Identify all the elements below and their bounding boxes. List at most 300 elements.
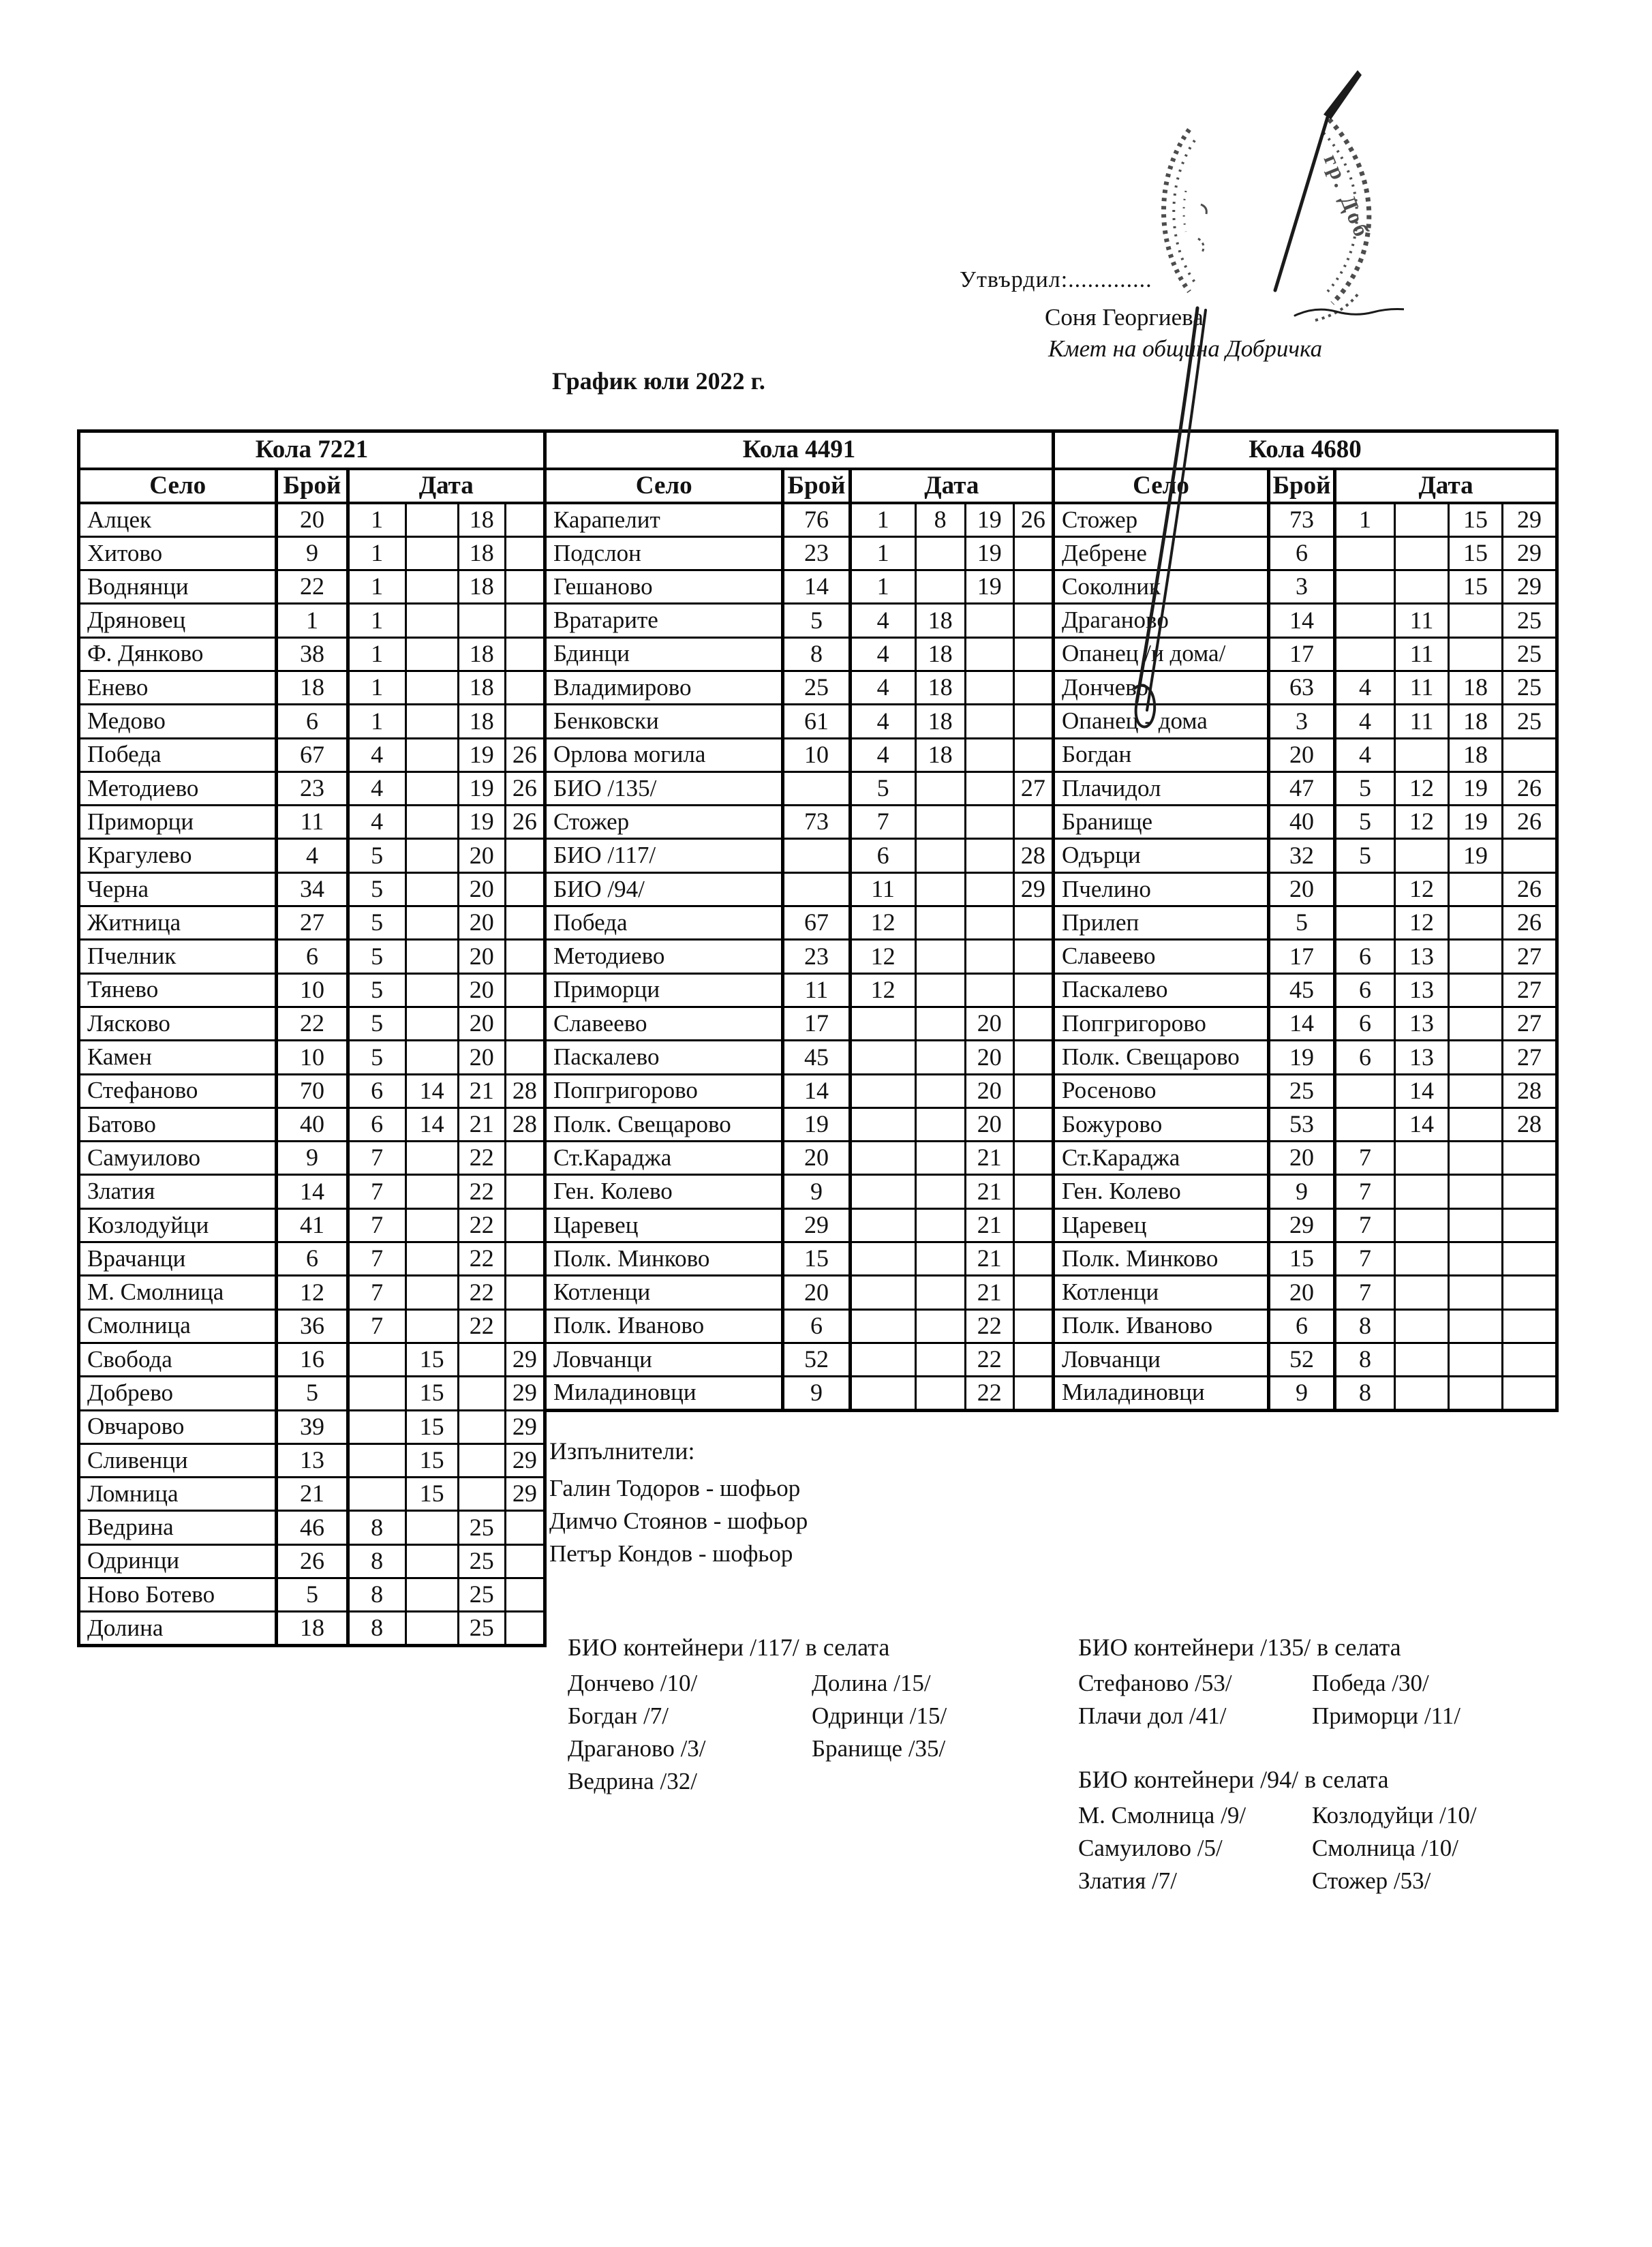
table-row: [1054, 906, 1557, 940]
column-header-count: Брой: [1269, 469, 1335, 503]
village-cell: Приморци: [545, 973, 783, 1007]
village-cell: Подслон: [545, 536, 783, 570]
date-cell: 21: [965, 1142, 1013, 1175]
village-cell: БИО /117/: [545, 839, 783, 872]
count-cell: [783, 872, 850, 906]
date-cell: 25: [1503, 671, 1557, 704]
village-cell: Черна: [79, 872, 277, 906]
date-cell: [1503, 1276, 1557, 1309]
date-cell: 6: [1335, 940, 1395, 973]
vehicle-table-7221: [77, 429, 547, 1647]
date-cell: 1: [348, 536, 406, 570]
date-cell: [1013, 1142, 1053, 1175]
date-cell: 18: [458, 671, 505, 704]
list-item: Стефаново /53/: [1078, 1670, 1232, 1696]
date-cell: 29: [1013, 872, 1053, 906]
count-cell: [783, 771, 850, 805]
count-cell: 6: [277, 940, 348, 973]
table-row: [545, 570, 1054, 604]
count-cell: 6: [277, 705, 348, 738]
date-cell: 12: [1395, 872, 1449, 906]
village-cell: Полк. Минково: [545, 1242, 783, 1276]
list-item: Галин Тодоров - шофьор: [549, 1475, 801, 1501]
table-row: [545, 940, 1054, 973]
table-row: [79, 1478, 545, 1511]
count-cell: 11: [277, 806, 348, 839]
date-cell: 22: [965, 1343, 1013, 1376]
count-cell: 23: [783, 940, 850, 973]
date-cell: [915, 1007, 965, 1040]
date-cell: 15: [1449, 570, 1503, 604]
date-cell: 1: [850, 536, 915, 570]
village-cell: Смолница: [79, 1309, 277, 1343]
village-cell: Гешаново: [545, 570, 783, 604]
date-cell: 4: [348, 806, 406, 839]
table-row: [1054, 1242, 1557, 1276]
date-cell: [406, 536, 458, 570]
village-cell: Стефаново: [79, 1074, 277, 1107]
date-cell: [1013, 806, 1053, 839]
date-cell: [1395, 1309, 1449, 1343]
date-cell: [1449, 1074, 1503, 1107]
approver-title: Кмет на община Добричка: [1048, 335, 1323, 362]
table-title-row: [545, 431, 1054, 470]
date-cell: [406, 1309, 458, 1343]
table-row: [545, 839, 1054, 872]
table-row: [79, 705, 545, 738]
village-cell: Воднянци: [79, 570, 277, 604]
date-cell: [1449, 1107, 1503, 1141]
date-cell: [505, 940, 545, 973]
date-cell: [915, 1074, 965, 1107]
count-cell: 10: [277, 973, 348, 1007]
count-cell: 1: [277, 604, 348, 637]
count-cell: 3: [1269, 705, 1335, 738]
table-row: [79, 1309, 545, 1343]
village-cell: Царевец: [1054, 1208, 1269, 1242]
date-cell: [1335, 872, 1395, 906]
date-cell: 28: [1503, 1074, 1557, 1107]
village-cell: Ведрина: [79, 1511, 277, 1544]
village-cell: Соколник: [1054, 570, 1269, 604]
village-cell: Бенковски: [545, 705, 783, 738]
date-cell: 21: [458, 1107, 505, 1141]
date-cell: 11: [1395, 705, 1449, 738]
date-cell: [1449, 1309, 1503, 1343]
date-cell: 18: [915, 604, 965, 637]
date-cell: [850, 1074, 915, 1107]
table-row: [79, 906, 545, 940]
date-cell: [1013, 570, 1053, 604]
table-row: [79, 1343, 545, 1376]
count-cell: 10: [277, 1041, 348, 1074]
table-row: [1054, 940, 1557, 973]
table-row: [545, 1142, 1054, 1175]
table-row: [545, 738, 1054, 771]
date-cell: 22: [458, 1175, 505, 1208]
date-cell: [915, 872, 965, 906]
date-cell: 4: [1335, 738, 1395, 771]
table-row: [545, 973, 1054, 1007]
date-cell: [1449, 1377, 1503, 1410]
column-header-row: [545, 469, 1054, 503]
village-cell: Пчелник: [79, 940, 277, 973]
date-cell: [915, 1208, 965, 1242]
table-row: [79, 1377, 545, 1410]
date-cell: [1395, 1208, 1449, 1242]
date-cell: [1503, 1343, 1557, 1376]
village-cell: Крагулево: [79, 839, 277, 872]
count-cell: 14: [783, 1074, 850, 1107]
date-cell: 4: [850, 671, 915, 704]
list-item: Златия /7/: [1078, 1867, 1177, 1894]
village-cell: Паскалево: [1054, 973, 1269, 1007]
village-cell: Орлова могила: [545, 738, 783, 771]
date-cell: 27: [1503, 1007, 1557, 1040]
date-cell: 6: [1335, 1041, 1395, 1074]
date-cell: 12: [1395, 906, 1449, 940]
stamp-left-icon: [1164, 129, 1207, 292]
count-cell: 45: [783, 1041, 850, 1074]
date-cell: 21: [965, 1242, 1013, 1276]
date-cell: [850, 1107, 915, 1141]
count-cell: 19: [783, 1107, 850, 1141]
table-row: [545, 536, 1054, 570]
count-cell: 3: [1269, 570, 1335, 604]
date-cell: 8: [348, 1612, 406, 1645]
count-cell: 22: [277, 1007, 348, 1040]
date-cell: [1395, 1276, 1449, 1309]
date-cell: [915, 1343, 965, 1376]
count-cell: 40: [1269, 806, 1335, 839]
date-cell: 7: [1335, 1208, 1395, 1242]
date-cell: [458, 1377, 505, 1410]
date-cell: [1395, 839, 1449, 872]
date-cell: [915, 806, 965, 839]
village-cell: Ген. Колево: [545, 1175, 783, 1208]
date-cell: [1013, 906, 1053, 940]
date-cell: [1503, 839, 1557, 872]
date-cell: 7: [850, 806, 915, 839]
date-cell: 7: [348, 1276, 406, 1309]
count-cell: 4: [277, 839, 348, 872]
table-row: [79, 671, 545, 704]
table-row: [79, 637, 545, 671]
date-cell: [505, 1041, 545, 1074]
table-row: [1054, 637, 1557, 671]
date-cell: 12: [850, 940, 915, 973]
date-cell: 5: [850, 771, 915, 805]
bio-column-right: [812, 1670, 947, 1768]
village-cell: Ломница: [79, 1478, 277, 1511]
village-cell: Победа: [79, 738, 277, 771]
table-row: [1054, 1175, 1557, 1208]
date-cell: 5: [348, 973, 406, 1007]
date-cell: [1013, 1242, 1053, 1276]
date-cell: [458, 1443, 505, 1477]
date-cell: [915, 839, 965, 872]
date-cell: 18: [915, 705, 965, 738]
date-cell: 25: [1503, 705, 1557, 738]
table-row: [1054, 503, 1557, 536]
count-cell: 9: [783, 1175, 850, 1208]
date-cell: [505, 1208, 545, 1242]
date-cell: 20: [458, 872, 505, 906]
date-cell: 28: [1013, 839, 1053, 872]
count-cell: 20: [277, 503, 348, 536]
date-cell: [1449, 1007, 1503, 1040]
count-cell: 17: [1269, 940, 1335, 973]
date-cell: 7: [1335, 1276, 1395, 1309]
table-row: [1054, 705, 1557, 738]
column-header-row: [79, 469, 545, 503]
date-cell: 19: [458, 771, 505, 805]
table-row: [79, 1175, 545, 1208]
date-cell: [1013, 1041, 1053, 1074]
date-cell: 1: [348, 570, 406, 604]
date-cell: 18: [1449, 671, 1503, 704]
date-cell: 15: [1449, 503, 1503, 536]
list-item: Плачи дол /41/: [1078, 1702, 1227, 1729]
date-cell: [1013, 1343, 1053, 1376]
date-cell: 1: [1335, 503, 1395, 536]
date-cell: [1013, 536, 1053, 570]
table-row: [79, 1276, 545, 1309]
count-cell: 23: [783, 536, 850, 570]
date-cell: [1503, 1208, 1557, 1242]
date-cell: 26: [1013, 503, 1053, 536]
village-cell: Одърци: [1054, 839, 1269, 872]
village-cell: БИО /135/: [545, 771, 783, 805]
date-cell: 27: [1503, 1041, 1557, 1074]
bio-column-left: [1078, 1670, 1232, 1735]
date-cell: 5: [348, 872, 406, 906]
bio-section-117: [568, 1633, 1072, 1837]
village-cell: Славеево: [1054, 940, 1269, 973]
table-row: [79, 1511, 545, 1544]
village-cell: Бранище: [1054, 806, 1269, 839]
approved-line: Утвърдил:.............: [960, 267, 1152, 292]
village-cell: Котленци: [1054, 1276, 1269, 1309]
date-cell: 4: [850, 705, 915, 738]
list-item: Стожер /53/: [1312, 1867, 1431, 1894]
date-cell: [915, 1142, 965, 1175]
date-cell: 26: [505, 738, 545, 771]
table-row: [79, 1041, 545, 1074]
date-cell: [406, 637, 458, 671]
count-cell: 11: [783, 973, 850, 1007]
date-cell: 22: [458, 1309, 505, 1343]
table-row: [79, 1074, 545, 1107]
bio-heading: БИО контейнери /117/ в селата: [568, 1634, 890, 1661]
date-cell: 25: [458, 1612, 505, 1645]
village-cell: Миладиновци: [1054, 1377, 1269, 1410]
date-cell: 5: [348, 1007, 406, 1040]
date-cell: 19: [965, 570, 1013, 604]
table-row: [79, 1612, 545, 1645]
date-cell: [1395, 1343, 1449, 1376]
date-cell: [1013, 1208, 1053, 1242]
date-cell: [1449, 973, 1503, 1007]
count-cell: 5: [783, 604, 850, 637]
date-cell: 13: [1395, 1007, 1449, 1040]
date-cell: 4: [348, 738, 406, 771]
count-cell: 8: [783, 637, 850, 671]
table-title: Кола 4680: [1054, 431, 1557, 470]
date-cell: [505, 872, 545, 906]
column-header-row: [1054, 469, 1557, 503]
table-row: [545, 1175, 1054, 1208]
date-cell: [505, 1511, 545, 1544]
count-cell: 36: [277, 1309, 348, 1343]
date-cell: 15: [406, 1343, 458, 1376]
date-cell: 18: [458, 570, 505, 604]
date-cell: [915, 1041, 965, 1074]
table-row: [1054, 1343, 1557, 1376]
date-cell: [505, 671, 545, 704]
date-cell: [965, 705, 1013, 738]
date-cell: 8: [1335, 1377, 1395, 1410]
date-cell: 28: [505, 1107, 545, 1141]
date-cell: 6: [348, 1074, 406, 1107]
count-cell: 61: [783, 705, 850, 738]
date-cell: [850, 1175, 915, 1208]
date-cell: 22: [458, 1208, 505, 1242]
date-cell: 22: [458, 1242, 505, 1276]
village-cell: Хитово: [79, 536, 277, 570]
date-cell: [1013, 738, 1053, 771]
count-cell: 20: [1269, 1142, 1335, 1175]
date-cell: 26: [1503, 771, 1557, 805]
date-cell: [505, 1276, 545, 1309]
table-title-row: [79, 431, 545, 470]
date-cell: 5: [348, 906, 406, 940]
date-cell: [458, 1343, 505, 1376]
date-cell: 7: [348, 1175, 406, 1208]
date-cell: 20: [458, 906, 505, 940]
date-cell: 26: [1503, 806, 1557, 839]
date-cell: [505, 1612, 545, 1645]
table-row: [545, 872, 1054, 906]
stamp-right-icon: [1315, 119, 1375, 320]
village-cell: Златия: [79, 1175, 277, 1208]
table-row: [79, 872, 545, 906]
date-cell: [1449, 1242, 1503, 1276]
date-cell: [505, 705, 545, 738]
date-cell: [406, 1041, 458, 1074]
date-cell: 14: [406, 1107, 458, 1141]
date-cell: [505, 570, 545, 604]
count-cell: 9: [1269, 1175, 1335, 1208]
table-row: [1054, 872, 1557, 906]
count-cell: 73: [783, 806, 850, 839]
date-cell: 27: [1503, 940, 1557, 973]
table-row: [545, 771, 1054, 805]
count-cell: 13: [277, 1443, 348, 1477]
date-cell: 7: [1335, 1142, 1395, 1175]
date-cell: [1335, 1107, 1395, 1141]
village-cell: Пчелино: [1054, 872, 1269, 906]
list-item: Петър Кондов - шофьор: [549, 1540, 793, 1567]
date-cell: 6: [348, 1107, 406, 1141]
count-cell: 20: [1269, 872, 1335, 906]
date-cell: 29: [505, 1443, 545, 1477]
date-cell: [1335, 906, 1395, 940]
village-cell: Опанец - дома: [1054, 705, 1269, 738]
village-cell: Стожер: [545, 806, 783, 839]
count-cell: 29: [783, 1208, 850, 1242]
date-cell: [850, 1142, 915, 1175]
count-cell: 38: [277, 637, 348, 671]
table-row: [79, 940, 545, 973]
date-cell: [1335, 604, 1395, 637]
table-row: [1054, 1007, 1557, 1040]
date-cell: [1395, 738, 1449, 771]
date-cell: 6: [1335, 973, 1395, 1007]
date-cell: [1013, 1007, 1053, 1040]
table-row: [1054, 1208, 1557, 1242]
bio-column-left: [1078, 1802, 1246, 1900]
bio-section-135: [1078, 1633, 1582, 1769]
date-cell: 6: [850, 839, 915, 872]
village-cell: Ген. Колево: [1054, 1175, 1269, 1208]
date-cell: [505, 536, 545, 570]
table-row: [1054, 604, 1557, 637]
date-cell: 1: [348, 503, 406, 536]
date-cell: [965, 738, 1013, 771]
table-row: [545, 705, 1054, 738]
count-cell: 6: [1269, 1309, 1335, 1343]
date-cell: [505, 906, 545, 940]
date-cell: 15: [1449, 536, 1503, 570]
date-cell: 8: [915, 503, 965, 536]
table-row: [545, 1107, 1054, 1141]
count-cell: 21: [277, 1478, 348, 1511]
date-cell: 14: [1395, 1107, 1449, 1141]
table-row: [79, 1242, 545, 1276]
date-cell: 18: [1449, 738, 1503, 771]
date-cell: 19: [965, 536, 1013, 570]
date-cell: 1: [850, 570, 915, 604]
date-cell: [915, 771, 965, 805]
table-row: [1054, 570, 1557, 604]
date-cell: [965, 906, 1013, 940]
date-cell: [1013, 705, 1053, 738]
count-cell: 23: [277, 771, 348, 805]
date-cell: 4: [348, 771, 406, 805]
date-cell: 15: [406, 1443, 458, 1477]
date-cell: [1449, 940, 1503, 973]
date-cell: 7: [1335, 1242, 1395, 1276]
column-header-village: Село: [545, 469, 783, 503]
list-item: Драганово /3/: [568, 1735, 706, 1762]
date-cell: [1395, 570, 1449, 604]
village-cell: Котленци: [545, 1276, 783, 1309]
date-cell: [915, 906, 965, 940]
date-cell: [1013, 1074, 1053, 1107]
count-cell: 67: [277, 738, 348, 771]
village-cell: Одринци: [79, 1544, 277, 1578]
date-cell: [505, 973, 545, 1007]
table-row: [1054, 973, 1557, 1007]
village-cell: Батово: [79, 1107, 277, 1141]
date-cell: [1395, 1377, 1449, 1410]
village-cell: Карапелит: [545, 503, 783, 536]
count-cell: 25: [783, 671, 850, 704]
date-cell: [1395, 1142, 1449, 1175]
table-row: [79, 738, 545, 771]
date-cell: [505, 839, 545, 872]
